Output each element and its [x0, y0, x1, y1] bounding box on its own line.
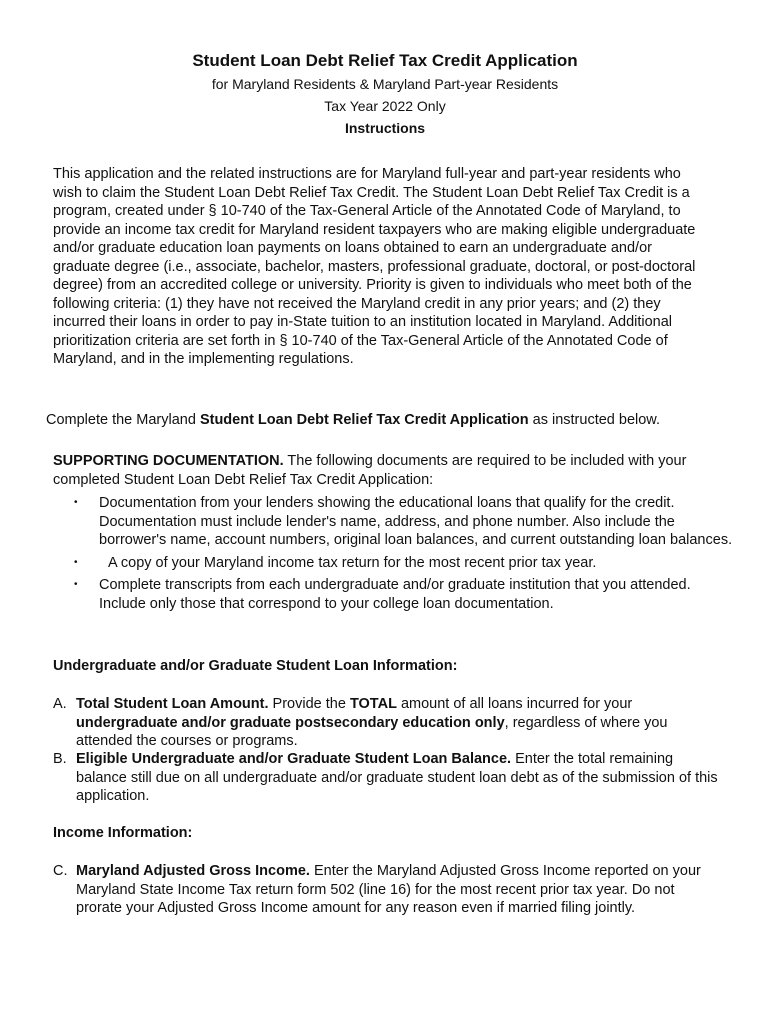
item-text	[53, 862, 723, 918]
item-a-text-1: Provide the	[268, 696, 350, 712]
item-letter: B.	[53, 751, 67, 767]
item-text	[53, 695, 723, 751]
bullet-text: Documentation from your lenders showing the educational loans that qualify for the credit. Documentation must include lender's name, address, and phone number. Also include the borrower's name, account numbers, original loan balances, and current outstanding loan balances.	[99, 495, 733, 548]
item-a-text-2: amount of all loans incurred for your	[396, 696, 633, 712]
supporting-text: The following documents are required to be included with your completed Student Loan Debt Relief Tax Credit Application:	[53, 453, 687, 488]
loan-section-heading: Undergraduate and/or Graduate Student Loan Information:	[53, 658, 458, 674]
item-a-total: TOTAL	[349, 696, 397, 712]
intro-paragraph: This application and the related instructions are for Maryland full-year and part-year residents who wish to claim the Student Loan Debt Relief Tax Credit. The Student Loan Debt Relief Tax Credit is a program, created under § 10-740 of the Tax-General Article of the Annotated Code of Maryland, to provide an income tax credit for Maryland resident taxpayers who are making eligible undergraduate and/or graduate education loan payments on loans obtained to earn an undergraduate and/or graduate degree (i.e., associate, bachelor, masters, professional graduate, doctoral, or post-doctoral degree) from an accredited college or university. Priority is given to individuals who meet both of the following criteria: (1) they have not received the Maryland credit in any prior years; and (2) they incurred their loans in order to pay in-State tuition to an institution located in Maryland. Additional prioritization criteria are set forth in § 10-740 of the Tax-General Article of the Annotated Code of Maryland, and in the implementing regulations.	[53, 166, 696, 367]
list-item	[53, 576, 733, 613]
complete-prefix: Complete the Maryland	[46, 412, 200, 428]
item-letter: C.	[53, 863, 68, 879]
supporting-documentation	[53, 452, 733, 489]
bullet-icon: •	[74, 556, 78, 568]
list-item	[53, 554, 733, 573]
complete-instruction	[46, 411, 746, 430]
supporting-heading: SUPPORTING DOCUMENTATION.	[53, 453, 284, 469]
application-name: Student Loan Debt Relief Tax Credit Application	[199, 412, 529, 428]
complete-suffix: as instructed below.	[528, 412, 661, 428]
item-a-text-3: , regardless of where you attended the courses or programs.	[76, 714, 668, 749]
item-c-adjusted-gross-income	[53, 862, 723, 918]
bullet-text: Complete transcripts from each undergraduate and/or graduate institution that you attended. Include only those that correspond to your college loan documentation.	[99, 577, 691, 612]
item-a-scope: undergraduate and/or graduate postsecondary education only	[76, 714, 505, 731]
page-title: Student Loan Debt Relief Tax Credit Application	[192, 51, 578, 70]
tax-year-label: Tax Year 2022 Only	[324, 98, 446, 114]
item-text	[53, 750, 723, 806]
bullet-icon: •	[74, 497, 78, 508]
item-b-eligible-loan-balance	[53, 750, 723, 806]
item-c-label: Maryland Adjusted Gross Income.	[76, 863, 310, 879]
bullet-text: A copy of your Maryland income tax return for the most recent prior tax year.	[108, 554, 597, 571]
bullet-icon: •	[74, 579, 78, 590]
item-c-text-1: Enter the Maryland Adjusted Gross Income reported on your Maryland State Income Tax return form 502 (line 16) for the most recent prior tax year. Do not prorate your Adjusted Gross Income amount for any reason even if married filing jointly.	[76, 863, 701, 916]
list-item	[53, 494, 733, 550]
item-a-label: Total Student Loan Amount.	[76, 696, 269, 712]
item-letter: A.	[53, 696, 67, 712]
supporting-bullet-list	[53, 494, 733, 617]
instructions-heading: Instructions	[344, 120, 426, 136]
item-b-text-1: Enter the total remaining balance still due on all undergraduate and/or graduate student loan debt as of the submission of this application.	[76, 751, 718, 804]
item-a-total-loan-amount	[53, 695, 723, 751]
item-b-label: Eligible Undergraduate and/or Graduate Student Loan Balance.	[76, 751, 512, 767]
page-subtitle: for Maryland Residents & Maryland Part-year Residents	[211, 76, 559, 92]
income-section-heading: Income Information:	[53, 825, 193, 841]
